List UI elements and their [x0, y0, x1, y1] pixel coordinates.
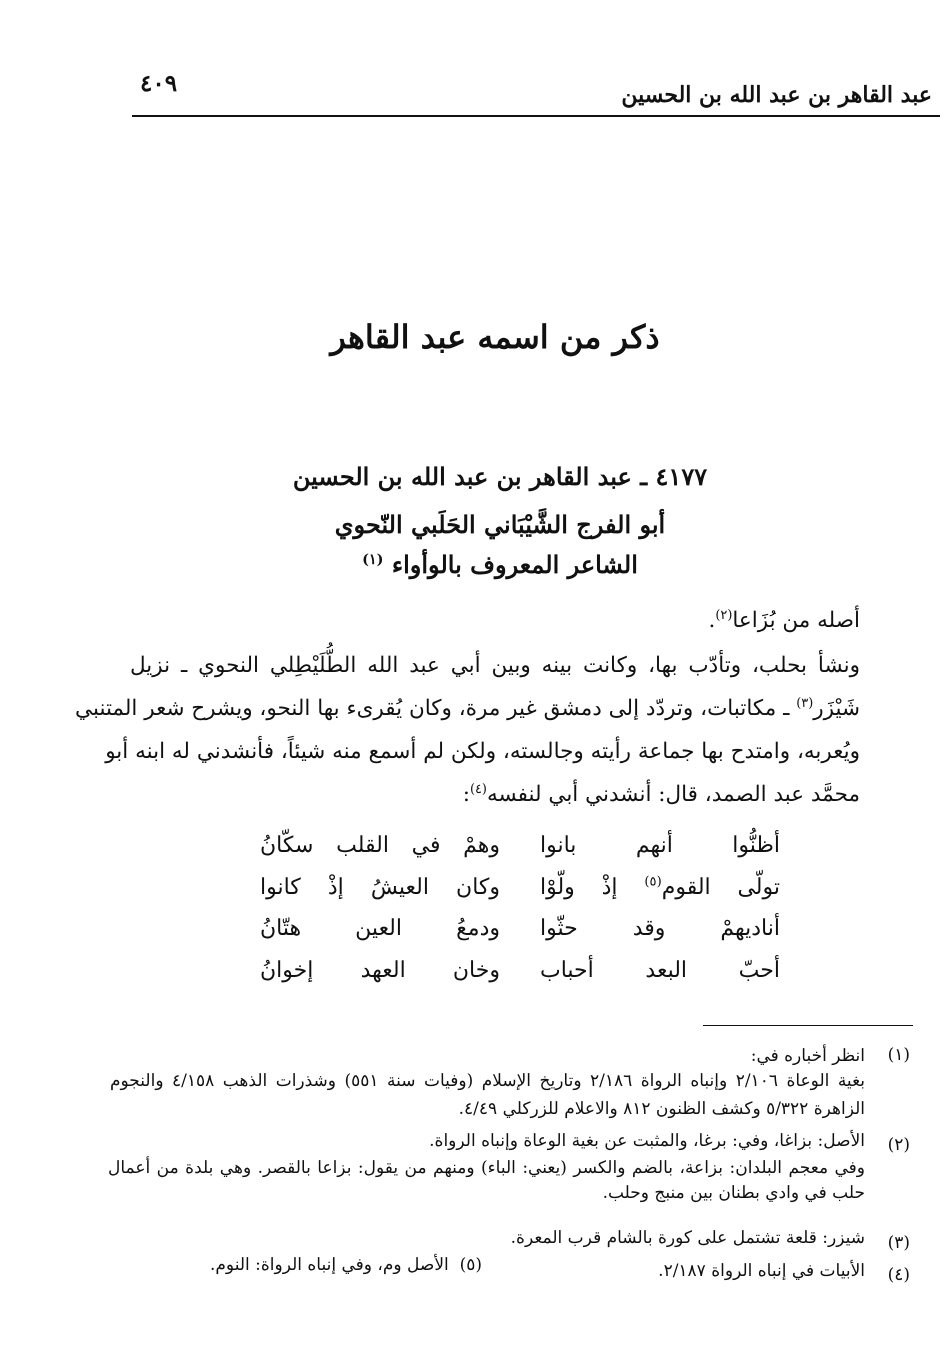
verse-1-first-hemistich: أظنُّوا أنهم بانوا: [540, 833, 780, 858]
entry-heading-line-2: أبو الفرج الشَّيْبَاني الحَلَبي النّحوي: [334, 510, 666, 539]
page-number: ٤٠٩: [140, 70, 178, 97]
verse-2-first-hemistich: [540, 875, 780, 900]
footnote-5-number: (٥): [459, 1255, 482, 1275]
footnote-4-line-1: الأبيات في إنباه الرواة ٢/١٨٧.: [658, 1261, 865, 1281]
footnote-5: [210, 1254, 482, 1276]
verse-4-second-hemistich: وخان العهد إخوانُ: [260, 958, 500, 983]
body-line-4: ويُعربه، وامتدح بها جماعة رأيته وجالسته، ولكن لم أسمع منه شيئاً، فأنشدني له ابنه أبو: [105, 739, 860, 764]
footnote-1-line-2: بغية الوعاة ٢/١٠٦ وإنباه الرواة ٢/١٨٦ وتاريخ الإسلام (وفيات سنة ٥٥١) وشذرات الذهب ٤/١٥٨ والنجوم: [110, 1071, 865, 1091]
verse-3-second-hemistich: ودمعُ العين هتّانُ: [260, 916, 500, 941]
footnote-ref-1: (١): [362, 551, 384, 568]
footnote-5-text: الأصل وم، وفي إنباه الرواة: النوم.: [210, 1255, 449, 1275]
body-line-3-start: شَيْزَر: [813, 696, 860, 721]
footnote-2-line-3: حلب في وادي بطنان بين منبج وحلب.: [602, 1183, 865, 1203]
verse-2-second-hemistich: وكان العيشُ إذْ كانوا: [260, 875, 500, 900]
entry-heading-line-3: [200, 550, 800, 579]
verse-3-first-hemistich: أناديهمْ وقد حثّوا: [540, 916, 780, 941]
footnote-3-number: (٣): [887, 1233, 910, 1253]
body-line-3: [75, 693, 860, 725]
body-line-5-text: محمَّد عبد الصمد، قال: أنشدني أبي لنفسه: [486, 782, 860, 807]
running-header-title: عبد القاهر بن عبد الله بن الحسين: [621, 82, 932, 108]
body-line-1-text: أصله من بُزَاعا: [732, 608, 860, 633]
entry-heading-line-3-text: الشاعر المعروف بالوأواء: [391, 550, 638, 579]
verse-1-second-hemistich: وهمْ في القلب سكّانُ: [260, 833, 500, 858]
running-header: [0, 0, 950, 120]
verse-4-first-hemistich: أحبّ البعد أحباب: [540, 958, 780, 983]
footnote-ref-5: (٥): [644, 874, 662, 890]
body-line-1: [130, 605, 860, 637]
footnote-2-number: (٢): [887, 1135, 910, 1155]
footnote-1-number: (١): [887, 1045, 910, 1065]
header-rule: [132, 115, 940, 117]
verse-2-first-end: إذْ ولّوْا: [540, 875, 645, 900]
body-line-5-end: :: [462, 782, 470, 807]
footnote-3-line-1: شيزر: قلعة تشتمل على كورة بالشام قرب المعرة.: [510, 1228, 865, 1248]
body-line-1-end: .: [708, 608, 716, 633]
verse-2-first-start: تولّى القوم: [661, 875, 780, 900]
footnote-ref-3: (٣): [796, 695, 814, 711]
section-title: ذكر من اسمه عبد القاهر: [330, 318, 660, 356]
body-line-2: ونشأ بحلب، وتأدّب بها، وكانت بينه وبين أبي عبد الله الطُّلَيْطِلي النحوي ـ نزيل: [130, 653, 860, 678]
footnote-1-line-3: الزاهرة ٥/٣٢٢ وكشف الظنون ٨١٢ والاعلام للزركلي ٤/٤٩.: [458, 1099, 865, 1119]
footnote-4-number: (٤): [887, 1265, 910, 1285]
footnote-2-line-1: الأصل: بزاغا، وفي: برغا، والمثبت عن بغية الوعاة وإنباه الرواة.: [429, 1131, 865, 1151]
footnote-ref-4: (٤): [469, 781, 487, 797]
body-line-3-rest: ـ مكاتبات، وتردّد إلى دمشق غير مرة، وكان يُقرىء بها النحو، ويشرح شعر المتنبي: [75, 696, 797, 721]
footnote-1-line-1: انظر أخباره في:: [750, 1046, 865, 1066]
entry-heading-line-1: ٤١٧٧ ـ عبد القاهر بن عبد الله بن الحسين: [292, 462, 708, 491]
footnote-rule: [703, 1025, 913, 1026]
footnote-2-line-2: وفي معجم البلدان: بزاعة، بالضم والكسر (يعني: الباء) ومنهم من يقول: بزاعا بالقصر. وهي بلدة من أعمال: [108, 1158, 865, 1178]
footnote-ref-2: (٢): [715, 607, 733, 623]
body-line-5: [130, 779, 860, 811]
